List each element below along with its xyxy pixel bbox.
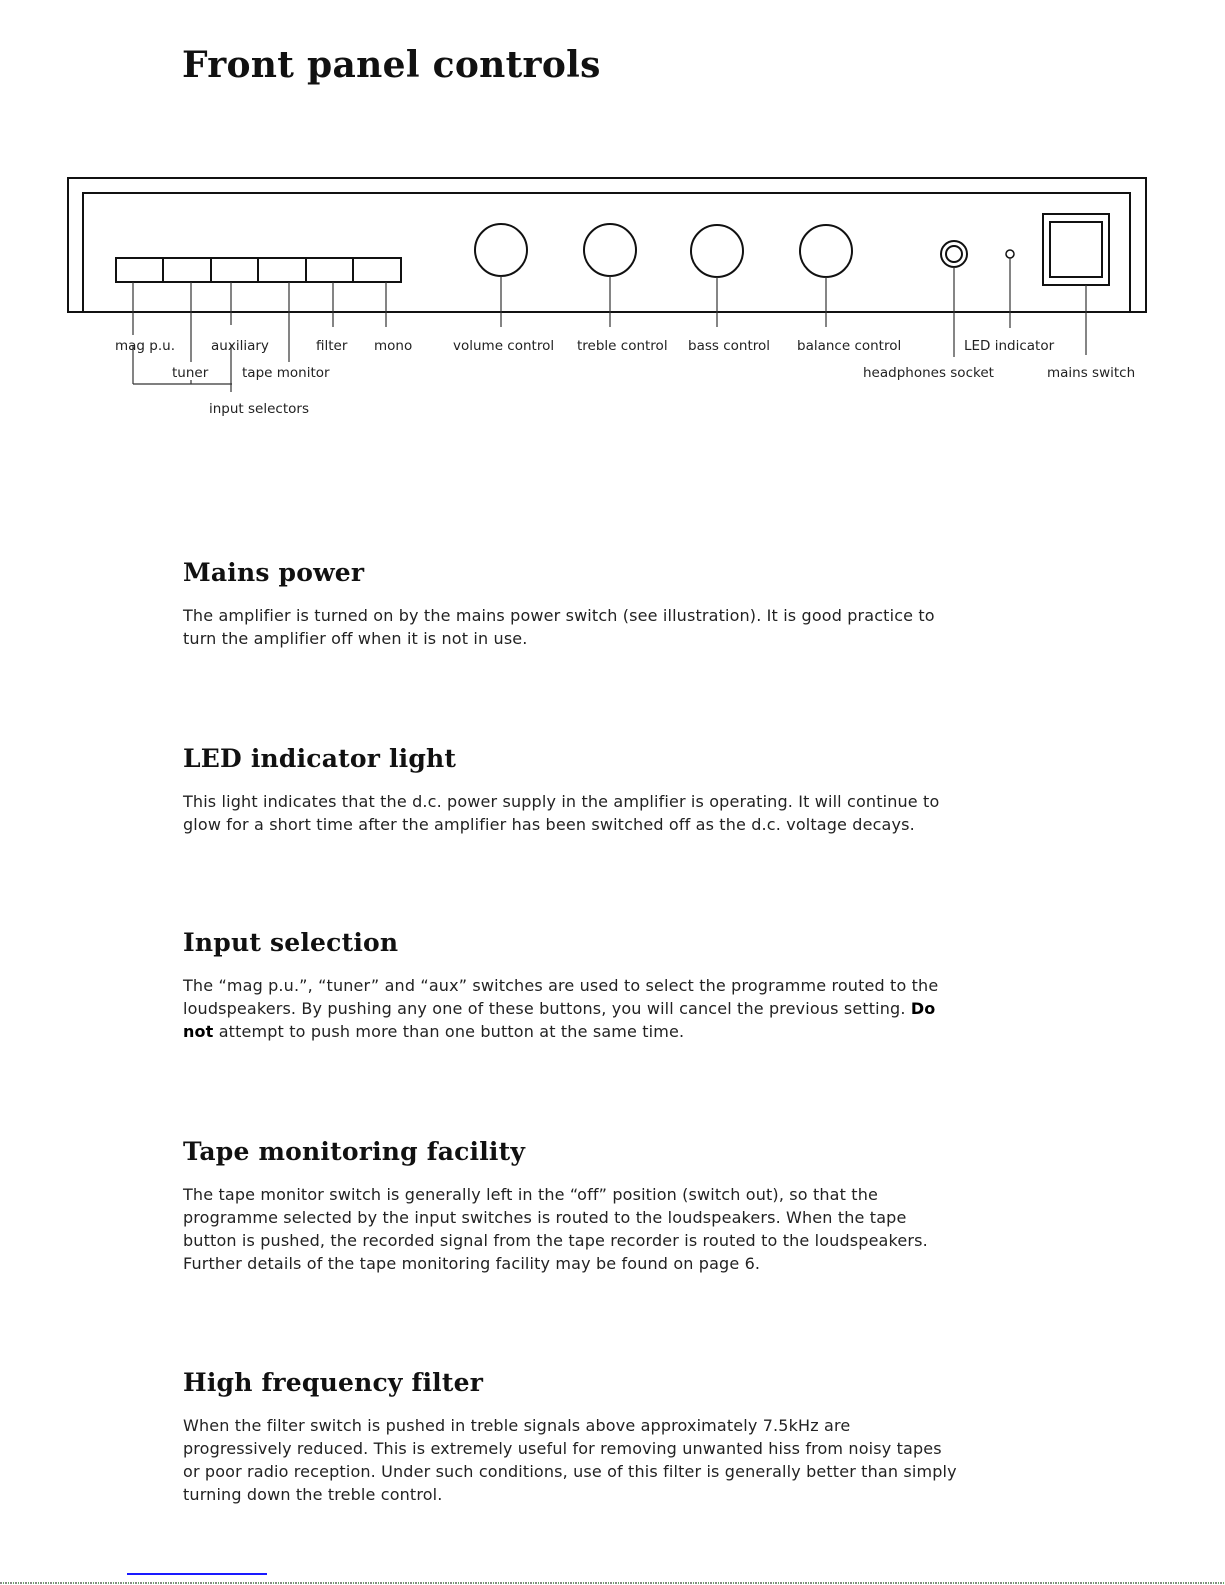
label-auxiliary: auxiliary bbox=[211, 338, 269, 354]
push-button-row bbox=[116, 258, 401, 282]
paragraph-line: or poor radio reception. Under such conditions, use of this filter is generally better than simply bbox=[183, 1462, 957, 1481]
bold-warning: not bbox=[183, 1022, 214, 1041]
label-balance-control: balance control bbox=[797, 338, 902, 354]
volume-knob bbox=[475, 224, 527, 276]
bass-knob bbox=[691, 225, 743, 277]
line-text: attempt to push more than one button at the same time. bbox=[213, 1022, 685, 1041]
mains-switch-outer bbox=[1043, 214, 1109, 285]
section-heading: High frequency filter bbox=[183, 1368, 484, 1397]
paragraph-line: glow for a short time after the amplifier has been switched off as the d.c. voltage decays. bbox=[183, 815, 915, 834]
section-mains-power bbox=[183, 558, 1063, 650]
section-tape-monitoring bbox=[183, 1137, 1063, 1275]
section-heading: LED indicator light bbox=[183, 744, 457, 773]
paragraph-line: This light indicates that the d.c. power supply in the amplifier is operating. It will continue to bbox=[183, 792, 940, 811]
label-tuner: tuner bbox=[172, 365, 209, 381]
paragraph-line: When the filter switch is pushed in treble signals above approximately 7.5kHz are bbox=[183, 1416, 851, 1435]
label-mag-pu: mag p.u. bbox=[115, 338, 175, 354]
paragraph-line: turning down the treble control. bbox=[183, 1485, 443, 1504]
panel-inner-outline bbox=[83, 193, 1130, 312]
paragraph-line: button is pushed, the recorded signal from the tape recorder is routed to the loudspeakers. bbox=[183, 1231, 928, 1250]
label-tape-monitor: tape monitor bbox=[242, 365, 330, 381]
line-text: loudspeakers. By pushing any one of these buttons, you will cancel the previous setting. bbox=[183, 999, 911, 1018]
page-title: Front panel controls bbox=[182, 44, 601, 86]
paragraph-line: turn the amplifier off when it is not in use. bbox=[183, 629, 528, 648]
label-filter: filter bbox=[316, 338, 348, 354]
paragraph-line: programme selected by the input switches is routed to the loudspeakers. When the tape bbox=[183, 1208, 907, 1227]
mains-switch-inner bbox=[1050, 222, 1102, 277]
balance-knob bbox=[800, 225, 852, 277]
label-bass-control: bass control bbox=[688, 338, 770, 354]
paragraph-line: The “mag p.u.”, “tuner” and “aux” switches are used to select the programme routed to the bbox=[183, 976, 939, 995]
panel-outer-outline bbox=[68, 178, 1146, 312]
paragraph-line: The tape monitor switch is generally left in the “off” position (switch out), so that the bbox=[183, 1185, 878, 1204]
section-heading: Tape monitoring facility bbox=[183, 1137, 526, 1166]
paragraph-line: Further details of the tape monitoring facility may be found on page 6. bbox=[183, 1254, 761, 1273]
treble-knob bbox=[584, 224, 636, 276]
headphones-socket-inner bbox=[946, 246, 962, 262]
link-underline[interactable] bbox=[127, 1573, 267, 1575]
paragraph-line: The amplifier is turned on by the mains power switch (see illustration). It is good practice to bbox=[183, 606, 935, 625]
label-volume-control: volume control bbox=[453, 338, 555, 354]
section-heading: Mains power bbox=[183, 558, 365, 587]
led-indicator bbox=[1006, 250, 1014, 258]
paragraph-line bbox=[183, 997, 1063, 1020]
label-input-selectors: input selectors bbox=[209, 401, 309, 417]
section-led-indicator bbox=[183, 744, 1063, 836]
section-high-frequency-filter bbox=[183, 1368, 1063, 1506]
label-treble-control: treble control bbox=[577, 338, 668, 354]
bold-warning: Do bbox=[910, 999, 936, 1018]
paragraph-line bbox=[183, 1020, 1063, 1043]
label-mono: mono bbox=[374, 338, 413, 354]
label-led-indicator: LED indicator bbox=[964, 338, 1055, 354]
headphones-socket-outer bbox=[941, 241, 967, 267]
paragraph-line: progressively reduced. This is extremely useful for removing unwanted hiss from noisy tapes bbox=[183, 1439, 942, 1458]
section-heading: Input selection bbox=[183, 928, 399, 957]
label-headphones-socket: headphones socket bbox=[863, 365, 994, 381]
front-panel-diagram bbox=[0, 160, 1225, 430]
label-mains-switch: mains switch bbox=[1047, 365, 1136, 381]
bottom-divider bbox=[0, 1582, 1225, 1584]
section-input-selection bbox=[183, 928, 1063, 1043]
